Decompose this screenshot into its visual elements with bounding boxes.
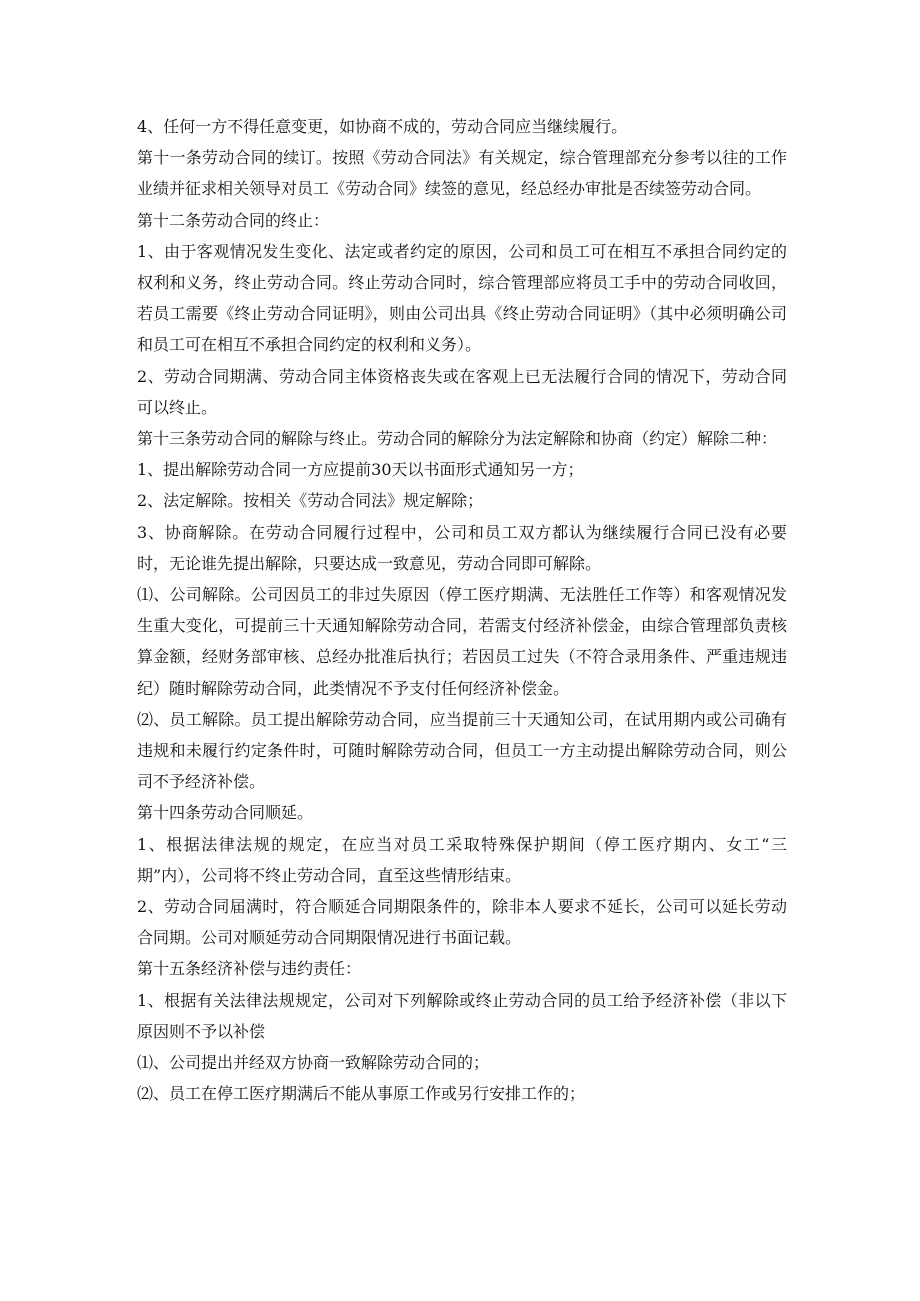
paragraph: 1、提出解除劳动合同一方应提前30天以书面形式通知另一方； bbox=[137, 460, 584, 480]
article-heading: 第十三条劳动合同的解除与终止。劳动合同的解除分为法定解除和协商（约定）解除二种： bbox=[137, 429, 778, 449]
paragraph: 2、劳动合同期满、劳动合同主体资格丧失或在客观上已无法履行合同的情况下，劳动合同可以终止。 bbox=[137, 366, 787, 417]
document-body bbox=[137, 111, 787, 1110]
paragraph: ⑴、公司提出并经双方协商一致解除劳动合同的； bbox=[137, 1053, 490, 1073]
paragraph: ⑴、公司解除。公司因员工的非过失原因（停工医疗期满、无法胜任工作等）和客观情况发生重大变化，可提前三十天通知解除劳动合同，若需支付经济补偿金，由综合管理部负责核算金额，经财务部审核、总经办批准后执行；若因员工过失（不符合录用条件、严重违规违纪）随时解除劳动合同，此类情况不予支付任何经济补偿金。 bbox=[137, 585, 787, 698]
paragraph: 1、根据有关法律法规规定，公司对下列解除或终止劳动合同的员工给予经济补偿（非以下原因则不予以补偿 bbox=[137, 990, 787, 1041]
paragraph: 2、法定解除。按相关《劳动合同法》规定解除； bbox=[137, 491, 484, 511]
paragraph: 1、由于客观情况发生变化、法定或者约定的原因，公司和员工可在相互不承担合同约定的权利和义务，终止劳动合同。终止劳动合同时，综合管理部应将员工手中的劳动合同收回，若员工需要《终止劳动合同证明》，则由公司出具《终止劳动合同证明》（其中必须明确公司和员工可在相互不承担合同约定的权利和义务）。 bbox=[137, 241, 787, 355]
paragraph: 2、劳动合同届满时，符合顺延合同期限条件的，除非本人要求不延长，公司可以延长劳动合同期。公司对顺延劳动合同期限情况进行书面记载。 bbox=[137, 897, 787, 948]
article-heading: 第十四条劳动合同顺延。 bbox=[137, 803, 314, 823]
paragraph: 1、根据法律法规的规定，在应当对员工采取特殊保护期间（停工医疗期内、女工“三期”内），公司将不终止劳动合同，直至这些情形结束。 bbox=[137, 834, 787, 885]
paragraph: 4、任何一方不得任意变更，如协商不成的，劳动合同应当继续履行。 bbox=[137, 117, 628, 136]
paragraph: 3、协商解除。在劳动合同履行过程中，公司和员工双方都认为继续履行合同已没有必要时，无论谁先提出解除，只要达成一致意见，劳动合同即可解除。 bbox=[137, 522, 787, 573]
paragraph: ⑵、员工在停工医疗期满后不能从事原工作或另行安排工作的； bbox=[137, 1084, 586, 1104]
article-heading: 第十二条劳动合同的终止： bbox=[137, 210, 330, 230]
article-heading: 第十五条经济补偿与违约责任： bbox=[137, 959, 362, 979]
paragraph: ⑵、员工解除。员工提出解除劳动合同，应当提前三十天通知公司，在试用期内或公司确有违规和未履行约定条件时，可随时解除劳动合同，但员工一方主动提出解除劳动合同，则公司不予经济补偿。 bbox=[137, 709, 787, 792]
article-heading: 第十一条劳动合同的续订。按照《劳动合同法》有关规定，综合管理部充分参考以往的工作业绩并征求相关领导对员工《劳动合同》续签的意见，经总经办审批是否续签劳动合同。 bbox=[137, 148, 787, 199]
